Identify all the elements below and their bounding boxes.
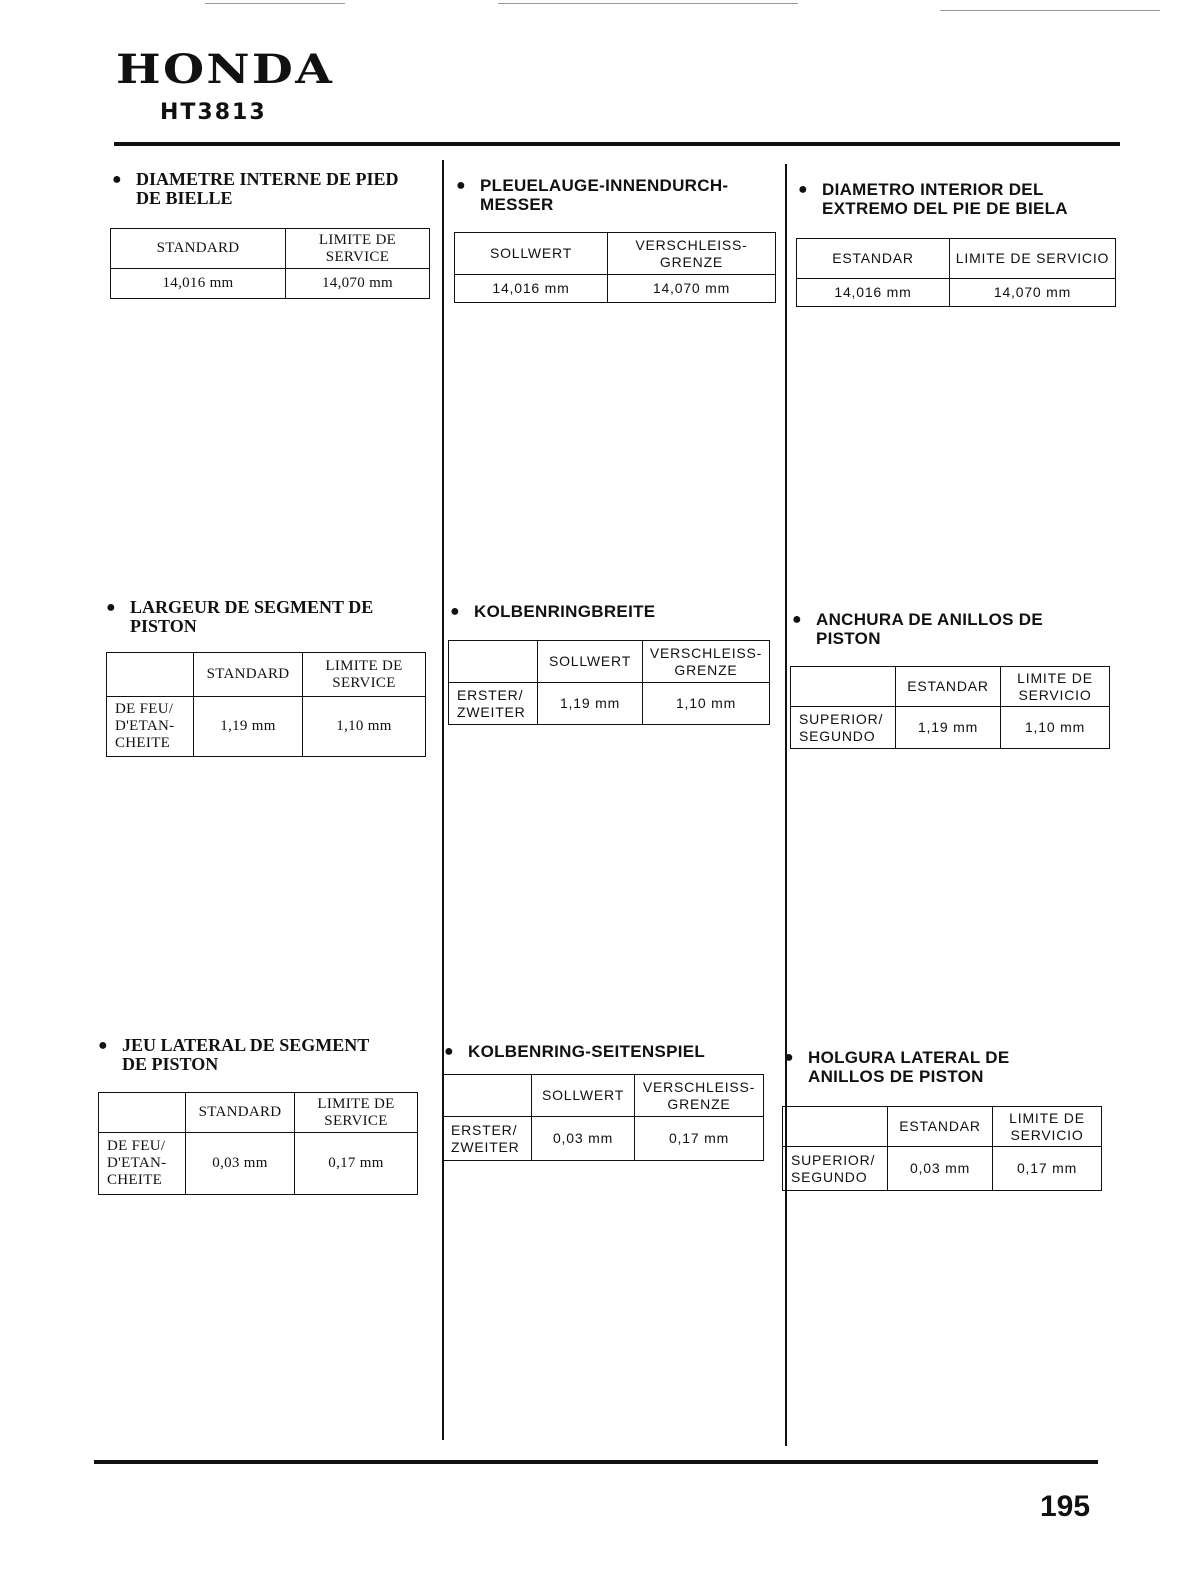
scan-line: [205, 3, 345, 4]
bullet-icon: ●: [444, 1043, 454, 1060]
section-heading: [444, 1042, 766, 1061]
heading-line: ANCHURA DE ANILLOS DE: [816, 610, 1043, 629]
value-cell: 14,016 mm: [455, 275, 608, 303]
heading-line: PLEUELAUGE-INNENDURCH-: [480, 176, 729, 195]
bullet-icon: ●: [112, 171, 122, 188]
heading-line: DIAMETRE INTERNE DE PIED: [136, 169, 399, 189]
header-cell: [107, 653, 194, 697]
header-cell: LIMITE DE SERVICIO: [993, 1107, 1102, 1147]
heading-line: KOLBENRINGBREITE: [474, 602, 656, 621]
spec-section-de-3: [444, 1042, 766, 1155]
header-cell: VERSCHLEISS-GRENZE: [635, 1075, 764, 1117]
header-cell: [99, 1093, 186, 1133]
value-cell: 0,17 mm: [295, 1133, 418, 1195]
value-cell: 0,17 mm: [635, 1117, 764, 1161]
header-cell: LIMITE DE SERVICIO: [1001, 667, 1110, 707]
scan-line: [498, 3, 798, 4]
value-cell: 1,19 mm: [896, 707, 1001, 749]
row-label-cell: DE FEU/ D'ETAN-CHEITE: [107, 697, 194, 757]
header-cell: SOLLWERT: [532, 1075, 635, 1117]
spec-table: [442, 1074, 764, 1161]
spec-table: [454, 232, 776, 303]
spec-table: [796, 238, 1116, 307]
header-cell: ESTANDAR: [797, 239, 950, 279]
row-label-cell: SUPERIOR/ SEGUNDO: [791, 707, 896, 749]
heading-line: JEU LATERAL DE SEGMENT: [122, 1035, 370, 1055]
spec-table: [98, 1092, 418, 1195]
page-number: 195: [1040, 1490, 1091, 1523]
spec-table: [448, 640, 770, 725]
header-cell: [791, 667, 896, 707]
value-cell: 1,19 mm: [194, 697, 303, 757]
value-cell: 0,03 mm: [186, 1133, 295, 1195]
value-cell: 1,10 mm: [303, 697, 426, 757]
value-cell: 1,10 mm: [1001, 707, 1110, 749]
section-heading: [112, 170, 432, 208]
section-heading: [792, 610, 1110, 648]
heading-line: PISTON: [816, 629, 881, 648]
header-cell: STANDARD: [111, 229, 286, 269]
footer-rule: [94, 1460, 1098, 1464]
section-heading: [798, 180, 1118, 218]
brand-logo: HONDA: [116, 46, 335, 93]
bullet-icon: ●: [792, 611, 802, 628]
spec-section-de-2: [450, 602, 772, 720]
section-heading: [784, 1048, 1102, 1086]
header-cell: VERSCHLEISS-GRENZE: [608, 233, 776, 275]
bullet-icon: ●: [106, 599, 116, 616]
spec-section-es-1: [798, 180, 1118, 300]
value-cell: 1,10 mm: [643, 683, 770, 725]
column-divider: [785, 164, 787, 1446]
spec-section-de-1: [456, 176, 778, 296]
header-cell: SOLLWERT: [455, 233, 608, 275]
bullet-icon: ●: [798, 181, 808, 198]
header-cell: LIMITE DE SERVICE: [295, 1093, 418, 1133]
row-label-cell: DE FEU/ D'ETAN-CHEITE: [99, 1133, 186, 1195]
value-cell: 14,016 mm: [111, 269, 286, 299]
value-cell: 0,03 mm: [888, 1147, 993, 1191]
heading-line: MESSER: [480, 195, 554, 214]
spec-section-fr-1: [112, 169, 432, 291]
header-cell: SOLLWERT: [538, 641, 643, 683]
spec-table: [782, 1106, 1102, 1191]
bullet-icon: ●: [98, 1037, 108, 1054]
bullet-icon: ●: [450, 603, 460, 620]
spec-section-fr-2: [106, 597, 426, 751]
spec-table: [790, 666, 1110, 749]
header-cell: LIMITE DE SERVICIO: [950, 239, 1116, 279]
spec-section-es-3: [784, 1048, 1102, 1185]
scan-line: [940, 10, 1160, 11]
value-cell: 14,070 mm: [608, 275, 776, 303]
value-cell: 0,03 mm: [532, 1117, 635, 1161]
header-cell: VERSCHLEISS-GRENZE: [643, 641, 770, 683]
header-cell: STANDARD: [194, 653, 303, 697]
model-number: HT3813: [160, 100, 267, 125]
header-cell: [449, 641, 538, 683]
section-heading: [450, 602, 772, 621]
value-cell: 14,070 mm: [950, 279, 1116, 307]
heading-line: LARGEUR DE SEGMENT DE: [130, 597, 374, 617]
value-cell: 14,070 mm: [286, 269, 430, 299]
value-cell: 14,016 mm: [797, 279, 950, 307]
section-heading: [98, 1036, 418, 1074]
bullet-icon: ●: [784, 1049, 794, 1066]
heading-line: DIAMETRO INTERIOR DEL: [822, 180, 1044, 199]
header-cell: STANDARD: [186, 1093, 295, 1133]
spec-section-fr-3: [98, 1035, 418, 1188]
column-divider: [442, 160, 444, 1440]
section-heading: [106, 598, 426, 636]
bullet-icon: ●: [456, 177, 466, 194]
value-cell: 0,17 mm: [993, 1147, 1102, 1191]
heading-line: DE BIELLE: [136, 188, 233, 208]
header-rule: [114, 142, 1120, 146]
header-cell: ESTANDAR: [896, 667, 1001, 707]
header-cell: LIMITE DE SERVICE: [286, 229, 430, 269]
spec-table: [106, 652, 426, 757]
heading-line: PISTON: [130, 616, 197, 636]
row-label-cell: SUPERIOR/ SEGUNDO: [783, 1147, 888, 1191]
heading-line: KOLBENRING-SEITENSPIEL: [468, 1042, 706, 1061]
header-cell: [783, 1107, 888, 1147]
header-cell: LIMITE DE SERVICE: [303, 653, 426, 697]
heading-line: HOLGURA LATERAL DE: [808, 1048, 1010, 1067]
row-label-cell: ERSTER/ ZWEITER: [443, 1117, 532, 1161]
value-cell: 1,19 mm: [538, 683, 643, 725]
row-label-cell: ERSTER/ ZWEITER: [449, 683, 538, 725]
heading-line: ANILLOS DE PISTON: [808, 1067, 984, 1086]
heading-line: DE PISTON: [122, 1054, 219, 1074]
heading-line: EXTREMO DEL PIE DE BIELA: [822, 199, 1068, 218]
spec-table: [110, 228, 430, 299]
spec-section-es-2: [792, 610, 1110, 744]
header-cell: [443, 1075, 532, 1117]
header-cell: ESTANDAR: [888, 1107, 993, 1147]
section-heading: [456, 176, 778, 214]
